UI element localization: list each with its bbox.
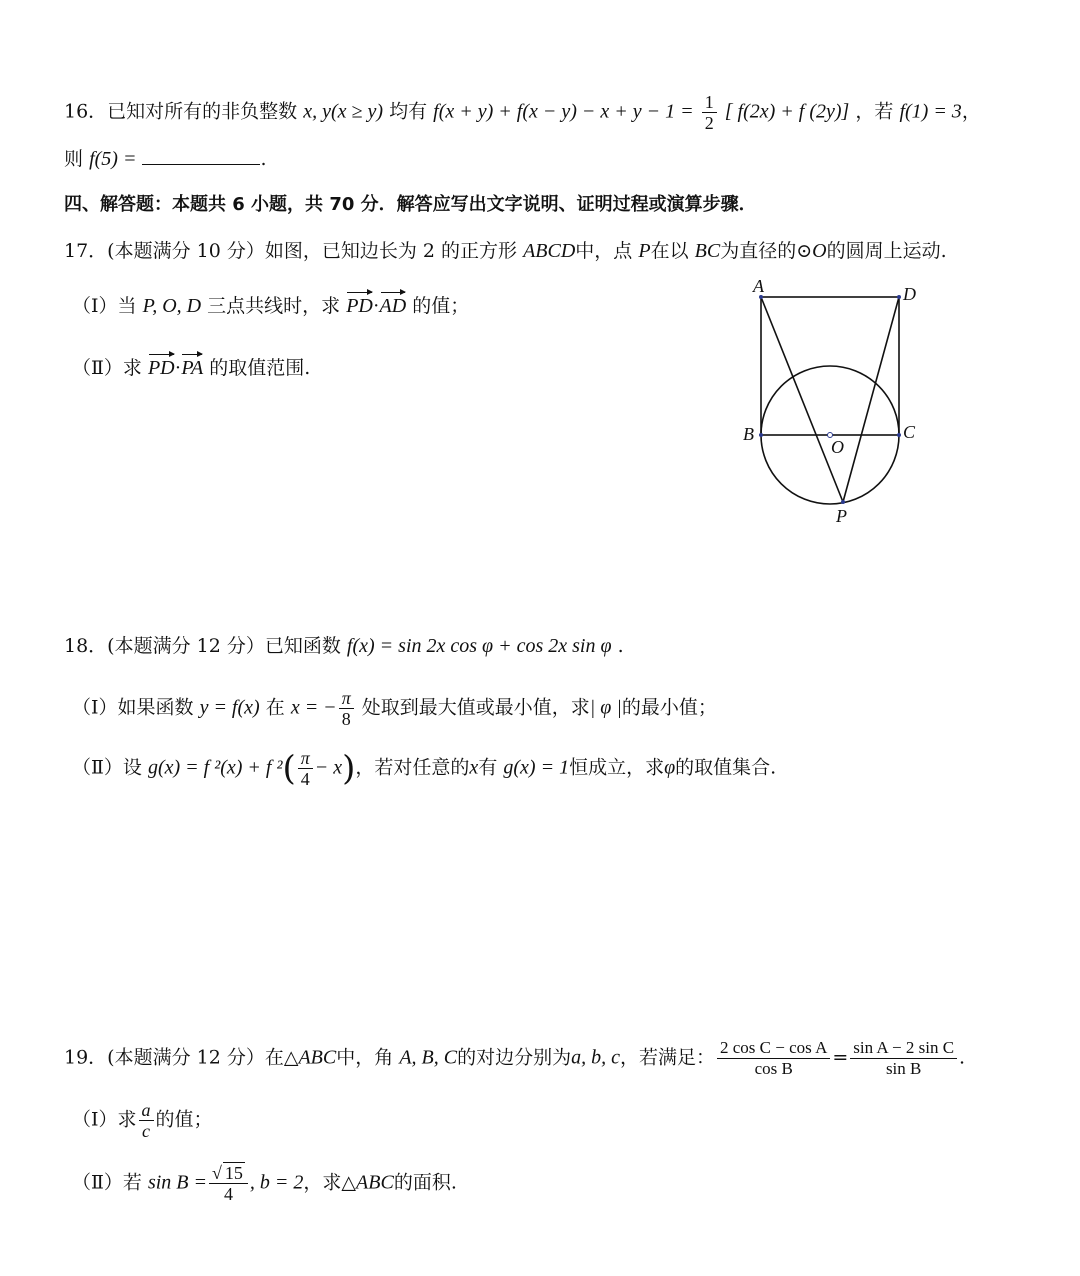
section-heading: 四、解答题：本题共 6 小题，共 70 分．解答应写出文字说明、证明过程或演算步骤． [64,194,757,215]
q19-a-over-c: $\frac{a}{c}$ [139,1100,154,1141]
q16-ask: f(5) = [89,148,137,170]
q16-line2: 则 f(5) = . [64,148,267,170]
label-o: O [831,437,844,457]
q16-if: ，若 [855,100,894,123]
q16-condition: f(1) = 3 [899,100,962,123]
q19-fraction-right: $\frac{\text{sin A − 2 sin C}}{\text{sin B}}$ [850,1038,957,1079]
vector-pd: PD [147,357,175,379]
q18-pi-over-4: $\frac{\pi}{4}$ [298,748,313,789]
q16-answer-blank[interactable] [142,146,260,165]
vector-pa: PA [181,357,204,379]
point-d [897,295,901,299]
label-c: C [903,422,916,442]
q19-part1: （Ⅰ）求 $\frac{a}{c}$ 的值； [72,1100,213,1141]
label-a: A [753,276,764,296]
q16-stem: 16．已知对所有的非负整数 [64,100,298,123]
q16-eq-right: [ f(2x) + f (2y)] [724,100,850,123]
q19-stem: 19．(本题满分 12 分）在△ABC中，角 A, B, C的对边分别为a, b, c，若满足： $\frac{\text{2 cos C − cos A}}{\text{cos B}}$ = $\frac{\text{sin A − 2 sin C}}{\text{sin B}}$ . [64,1038,966,1078]
q17-part2: （Ⅱ）求 PD·PA 的取值范围. [72,357,311,379]
point-b [759,433,763,437]
q18-stem: 18．(本题满分 12 分）已知函数 f(x) = sin 2x cos φ + cos 2x sin φ . [64,635,624,657]
q16-half-fraction: $\frac{1}{2}$ [702,92,717,133]
q19-sqrt15-over-4: $\frac{√ 15}{4}$ [209,1163,248,1204]
label-b: B [743,424,754,444]
q18-function: f(x) = sin 2x cos φ + cos 2x sin φ [346,635,612,657]
q19-fraction-left: $\frac{\text{2 cos C − cos A}}{\text{cos B}}$ [717,1038,830,1079]
q17-stem: 17．(本题满分 10 分）如图，已知边长为 2 的正方形 ABCD中，点 P在以 BC为直径的⊙O的圆周上运动. [64,240,947,262]
q16-vars: x, y(x ≥ y) [303,100,384,123]
q17-part1: （Ⅰ）当 P, O, D 三点共线时，求 PD·AD 的值； [72,295,470,317]
vector-ad: AD [379,295,407,317]
q16-has: 均有 [389,100,428,123]
segment-pd [843,297,899,502]
q16-line1: 16．已知对所有的非负整数 x, y(x ≥ y) 均有 f(x + y) + f(x − y) − x + y − 1 = $\frac{1}{2}$ [ f(2x) + f (2y)] ，若 f(1) = 3， [64,92,981,133]
vector-pd: PD [346,295,373,317]
q17-geometry-figure [735,275,935,525]
q18-pi-over-8: $\frac{\pi}{8}$ [339,688,354,729]
segment-pa [761,297,843,502]
point-p [841,500,845,504]
label-d: D [903,284,916,304]
q19-part2: （Ⅱ）若 sin B = $\frac{√ 15}{4}$ , b = 2，求△ABC的面积. [72,1163,457,1204]
label-p: P [836,506,847,525]
q18-part2: （Ⅱ）设 g(x) = f ²(x) + f ²( $\frac{\pi}{4}$ − x)，若对任意的x有 g(x) = 1恒成立，求φ的取值集合. [72,748,777,789]
q16-eq-left: f(x + y) + f(x − y) − x + y − 1 = [433,100,694,123]
point-c [897,433,901,437]
q18-part1: （Ⅰ）如果函数 y = f(x) 在 x = − $\frac{\pi}{8}$ 处取到最大值或最小值，求| φ |的最小值； [72,688,717,729]
